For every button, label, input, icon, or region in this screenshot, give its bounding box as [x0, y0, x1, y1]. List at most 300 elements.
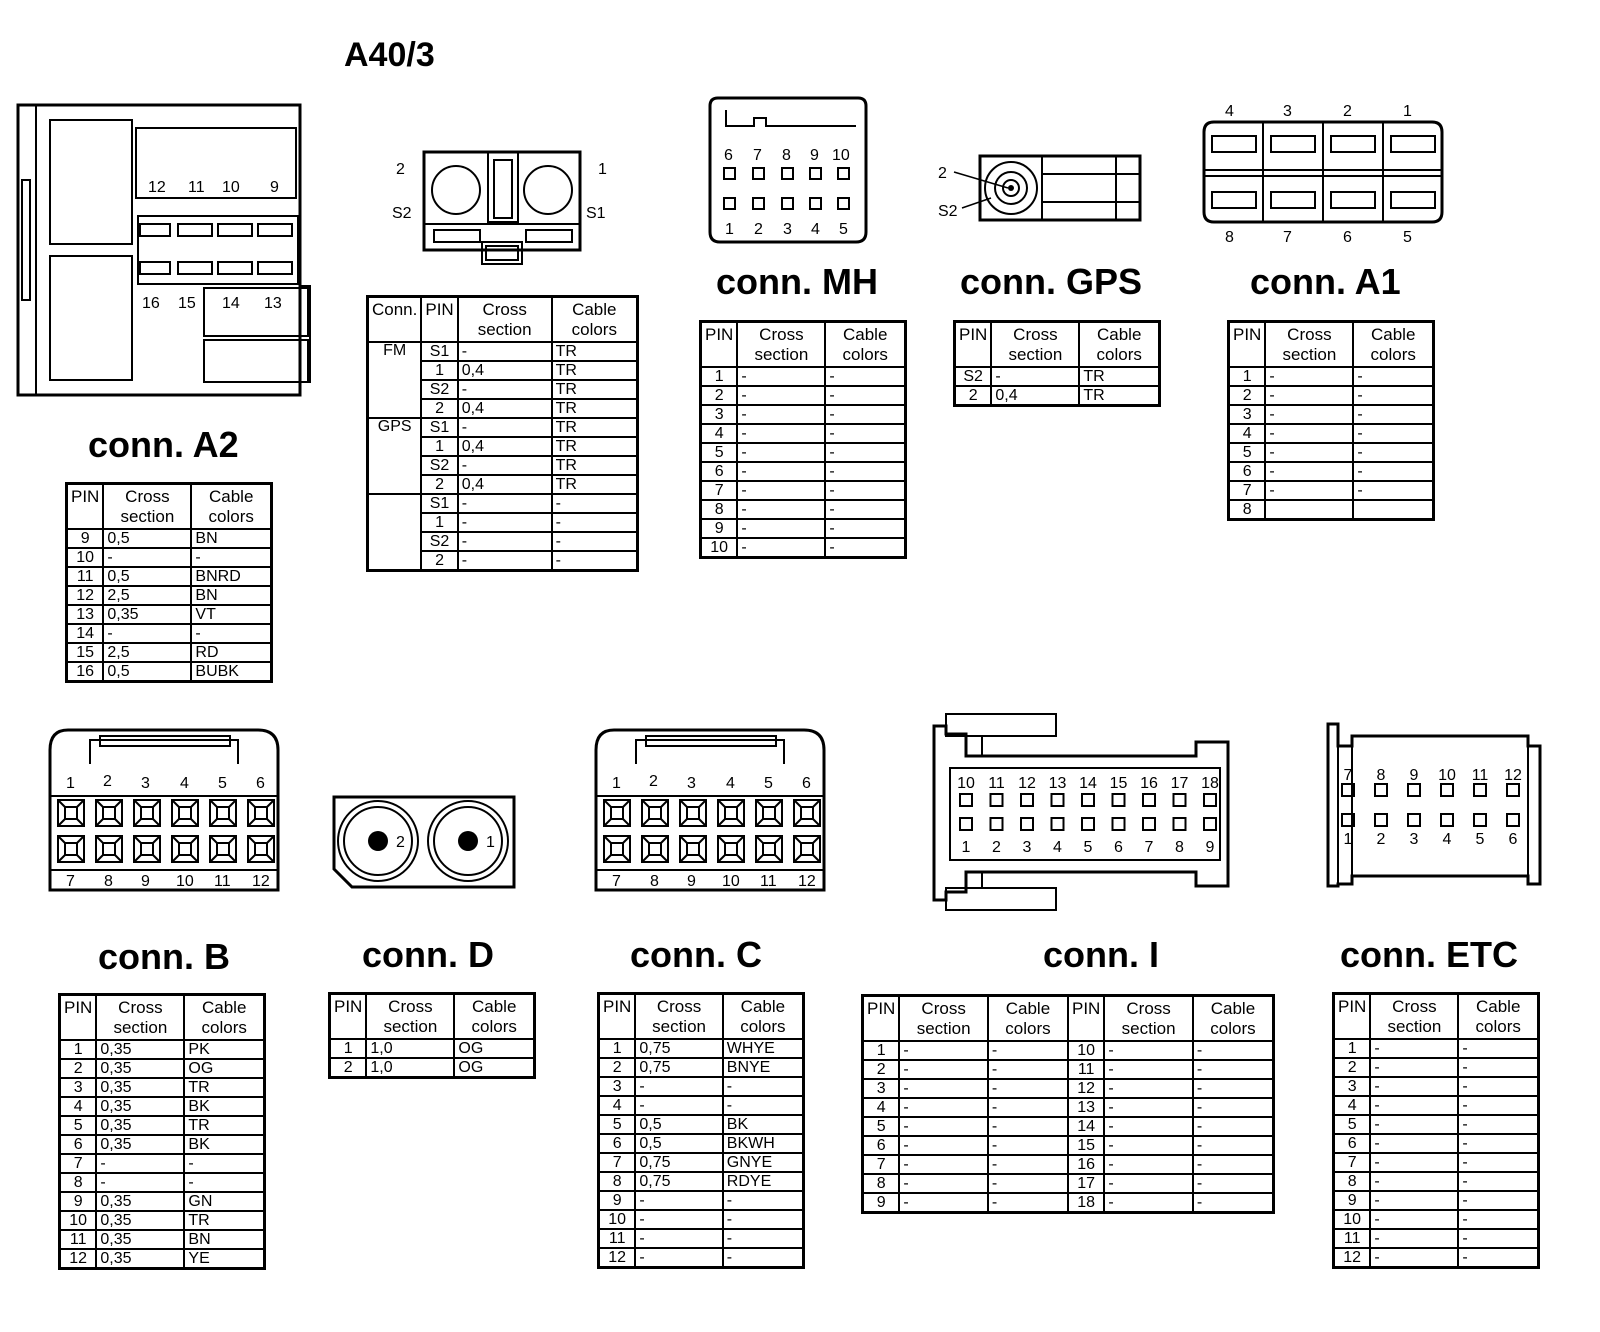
cable-color-cell: - [988, 1117, 1068, 1136]
cable-color-cell: TR [552, 399, 638, 418]
cable-color-cell: WHYE [723, 1039, 804, 1058]
conn-antenna-rows [368, 342, 638, 571]
pin-socket [960, 818, 972, 830]
col-pin: PIN [599, 994, 636, 1040]
pin-label: 9 [1205, 839, 1215, 856]
pin-bevel [134, 800, 141, 807]
conn-b-title: conn. B [98, 936, 230, 977]
pin-bevel [699, 855, 706, 862]
cable-color-cell: - [1458, 1077, 1538, 1096]
pin-cell: 6 [701, 462, 738, 481]
cable-color-cell: - [1353, 405, 1433, 424]
mh-pin-6: 6 [724, 147, 733, 164]
connector-c-drawing [594, 728, 829, 896]
pin-contact [649, 807, 661, 819]
pin-bevel [737, 819, 744, 826]
col-pin: PIN [67, 484, 104, 530]
cable-color-cell: TR [1079, 367, 1159, 386]
cross-section-cell: - [1104, 1117, 1193, 1136]
cross-section-cell: - [458, 342, 552, 361]
cable-color-cell: - [1193, 1136, 1274, 1155]
conn-mh-title: conn. MH [716, 261, 878, 302]
col-cross: Cross section [458, 297, 552, 343]
pin-bevel [604, 800, 611, 807]
pin-bevel [153, 800, 160, 807]
pin-bevel [642, 819, 649, 826]
pin-cell: 7 [60, 1154, 97, 1173]
a1-pin-6: 6 [1343, 229, 1352, 246]
connector-a2-drawing [16, 100, 316, 400]
table-row [863, 1136, 1274, 1155]
pin-bevel [267, 855, 274, 862]
table-row [1334, 1039, 1539, 1058]
table-row [599, 1096, 804, 1115]
cross-section-cell: 0,35 [96, 1078, 184, 1097]
conn-d-rows [330, 1039, 535, 1078]
pin-label: 16 [1140, 775, 1158, 792]
pin-bevel [756, 800, 763, 807]
pin-cell: 9 [863, 1193, 900, 1213]
pin-cell: 1 [421, 361, 457, 380]
b-pin-12: 12 [252, 873, 270, 890]
cable-color-cell: - [191, 624, 271, 643]
pin-socket [1113, 818, 1125, 830]
pin-cell: 12 [599, 1248, 636, 1268]
cross-section-cell: 0,35 [96, 1192, 184, 1211]
pin-cell: 14 [67, 624, 104, 643]
cable-color-cell: - [552, 494, 638, 513]
col-pin: PIN [330, 994, 367, 1040]
a2-pin-14: 14 [222, 295, 240, 312]
table-row [60, 1230, 265, 1249]
cross-section-cell: - [1265, 367, 1353, 386]
pin-bevel [813, 819, 820, 826]
table-row [67, 643, 272, 662]
pin-contact [255, 807, 267, 819]
pin-label: 14 [1079, 775, 1097, 792]
table-row [599, 1229, 804, 1248]
c-pin-11: 11 [760, 873, 777, 890]
cable-color-cell [1353, 500, 1433, 520]
pin-contact [687, 807, 699, 819]
col-cross: Cross section [103, 484, 191, 530]
pin-label: 7 [1144, 839, 1154, 856]
pin-bevel [756, 836, 763, 843]
pin-label: 7 [1343, 767, 1353, 784]
table-row [701, 424, 906, 443]
conn-c-table [597, 992, 805, 1269]
mh-pin-2: 2 [754, 221, 763, 238]
cable-color-cell: - [723, 1229, 804, 1248]
gps-label-2: 2 [938, 165, 947, 182]
conn-i-rows [863, 1041, 1274, 1213]
cross-section-cell: - [1370, 1191, 1458, 1210]
c-pin-12: 12 [798, 873, 816, 890]
table-row [955, 367, 1160, 386]
pin-socket [1474, 814, 1486, 826]
pin-contact [725, 807, 737, 819]
pin-cell: 8 [863, 1174, 900, 1193]
pin-bevel [96, 819, 103, 826]
cable-color-cell: - [1193, 1155, 1274, 1174]
table-row [701, 538, 906, 558]
cable-color-cell: GN [184, 1192, 264, 1211]
pin-cell: 10 [60, 1211, 97, 1230]
cable-color-cell: - [825, 405, 905, 424]
a1-pin-7: 7 [1283, 229, 1292, 246]
pin-cell: 11 [67, 567, 104, 586]
col-cross: Cross section [1265, 322, 1353, 368]
pin-bevel [210, 800, 217, 807]
conn-d-table [328, 992, 536, 1079]
pin-cell: 9 [1334, 1191, 1371, 1210]
pin-bevel [96, 855, 103, 862]
pin-contact [611, 807, 623, 819]
c-pin-4: 4 [726, 775, 735, 792]
cross-section-cell: 0,35 [96, 1097, 184, 1116]
cross-section-cell: - [1370, 1077, 1458, 1096]
b-pin-8: 8 [104, 873, 113, 890]
mh-pin-3: 3 [783, 221, 792, 238]
table-row [60, 1040, 265, 1059]
cross-section-cell: - [1265, 386, 1353, 405]
pin-bevel [248, 800, 255, 807]
cable-color-cell: - [988, 1155, 1068, 1174]
cross-section-cell: - [458, 551, 552, 571]
pin-cell: 11 [60, 1230, 97, 1249]
pin-cell: 1 [421, 513, 457, 532]
cross-section-cell: - [899, 1079, 988, 1098]
cable-color-cell: - [184, 1154, 264, 1173]
a2-pin-15: 15 [178, 295, 196, 312]
mh-pin-9: 9 [810, 147, 819, 164]
pin-bevel [58, 800, 65, 807]
cable-color-cell: - [825, 481, 905, 500]
pin-cell: 5 [599, 1115, 636, 1134]
pin-cell: 2 [60, 1059, 97, 1078]
c-pin-6: 6 [802, 775, 811, 792]
cross-section-cell: - [635, 1096, 722, 1115]
cable-color-cell: - [1193, 1174, 1274, 1193]
connector-d-drawing [332, 795, 517, 891]
pin-cell: 1 [701, 367, 738, 386]
a2-pin-12: 12 [148, 179, 166, 196]
pin-bevel [623, 800, 630, 807]
pin-bevel [96, 800, 103, 807]
b-top-labels [66, 773, 265, 792]
pin-bevel [737, 855, 744, 862]
pin-bevel [756, 855, 763, 862]
table-row [60, 1135, 265, 1154]
cable-color-cell: - [1193, 1041, 1274, 1060]
pin-socket [991, 794, 1003, 806]
pin-bevel [134, 819, 141, 826]
table-row [60, 1116, 265, 1135]
cross-section-cell: - [737, 386, 825, 405]
cable-color-cell: - [825, 424, 905, 443]
pin-bevel [134, 855, 141, 862]
cable-color-cell: - [1193, 1193, 1274, 1213]
pin-cell: 15 [1068, 1136, 1104, 1155]
pin-cell: 5 [701, 443, 738, 462]
cable-color-cell: BN [184, 1230, 264, 1249]
pin-cell: 5 [863, 1117, 900, 1136]
pin-bevel [756, 819, 763, 826]
cross-section-cell: - [899, 1117, 988, 1136]
cross-section-cell: - [737, 519, 825, 538]
gps-label-s2: S2 [938, 203, 958, 220]
col-pin-2: PIN [1068, 996, 1104, 1042]
connector-mh-drawing [708, 96, 868, 246]
cross-section-cell: - [1370, 1153, 1458, 1172]
c-pin-3: 3 [687, 775, 696, 792]
pin-label: 1 [1343, 831, 1353, 848]
cross-section-cell: - [1370, 1134, 1458, 1153]
pin-cell: 12 [1334, 1248, 1371, 1268]
table-row [599, 1191, 804, 1210]
cross-section-cell: - [458, 456, 552, 475]
cross-section-cell: - [1370, 1248, 1458, 1268]
pin-bevel [775, 836, 782, 843]
conn-a2-rows [67, 529, 272, 682]
table-row [863, 1060, 1274, 1079]
cross-section-cell: - [1104, 1098, 1193, 1117]
cable-color-cell: - [723, 1248, 804, 1268]
conn-a2-title: conn. A2 [88, 424, 239, 465]
table-row [60, 1173, 265, 1192]
c-pin-8: 8 [650, 873, 659, 890]
cable-color-cell: TR [1079, 386, 1159, 406]
pin-cell: 1 [330, 1039, 367, 1058]
pin-bevel [248, 819, 255, 826]
conn-gps-title: conn. GPS [960, 261, 1143, 302]
pin-label: 6 [1508, 831, 1518, 848]
pin-bevel [267, 800, 274, 807]
pin-cell: 4 [599, 1096, 636, 1115]
pin-cell: 6 [1229, 462, 1266, 481]
cross-section-cell: - [1265, 481, 1353, 500]
pin-label: 8 [1175, 839, 1184, 856]
cable-color-cell: TR [184, 1078, 264, 1097]
table-row [1334, 1210, 1539, 1229]
cross-section-cell: 0,5 [103, 529, 191, 548]
cross-section-cell: 2,5 [103, 643, 191, 662]
pin-bevel [172, 855, 179, 862]
col-color: Cable colors [1353, 322, 1433, 368]
table-row [1229, 481, 1434, 500]
pin-cell: 11 [1334, 1229, 1371, 1248]
cable-color-cell: - [988, 1041, 1068, 1060]
pin-cell: 13 [67, 605, 104, 624]
cable-color-cell: - [1193, 1098, 1274, 1117]
conn-group-cell: GPS [368, 418, 422, 494]
cable-color-cell: - [825, 519, 905, 538]
cross-section-cell: - [1370, 1115, 1458, 1134]
pin-label: 11 [1471, 767, 1489, 784]
table-row [701, 500, 906, 519]
b-pin-5: 5 [218, 775, 227, 792]
a1-pin-4: 4 [1225, 103, 1234, 120]
pin-bevel [267, 819, 274, 826]
pin-bevel [604, 855, 611, 862]
table-row [599, 1153, 804, 1172]
cable-color-cell: - [825, 500, 905, 519]
table-row [60, 1211, 265, 1230]
a1-pin-5: 5 [1403, 229, 1412, 246]
cross-section-cell: - [635, 1210, 722, 1229]
table-row [67, 567, 272, 586]
pin-label: 5 [1475, 831, 1485, 848]
pin-contact [763, 843, 775, 855]
a1-pin-2: 2 [1343, 103, 1352, 120]
pin-cell: 1 [863, 1041, 900, 1060]
cross-section-cell: - [899, 1098, 988, 1117]
col-pin: PIN [863, 996, 900, 1042]
pin-bevel [115, 836, 122, 843]
cable-color-cell: - [723, 1191, 804, 1210]
cross-section-cell: - [1265, 424, 1353, 443]
pin-bevel [58, 836, 65, 843]
pin-cell: 4 [701, 424, 738, 443]
pin-bevel [699, 819, 706, 826]
pin-label: 12 [1504, 767, 1522, 784]
pin-bevel [794, 800, 801, 807]
pin-socket [1052, 794, 1064, 806]
col-color: Cable colors [825, 322, 905, 368]
table-row [701, 462, 906, 481]
col-cross: Cross section [96, 995, 184, 1041]
pin-bevel [642, 800, 649, 807]
cable-color-cell: TR [552, 437, 638, 456]
pin-bevel [191, 819, 198, 826]
cross-section-cell: 1,0 [366, 1039, 454, 1058]
a2-pin-10: 10 [222, 179, 240, 196]
table-row [863, 1098, 1274, 1117]
table-row [599, 1115, 804, 1134]
connector-b-drawing [48, 728, 283, 896]
cross-section-cell: - [1104, 1193, 1193, 1213]
pin-bevel [191, 800, 198, 807]
cable-color-cell: - [1458, 1058, 1538, 1077]
cable-color-cell: - [1458, 1115, 1538, 1134]
cross-section-cell: 0,35 [96, 1040, 184, 1059]
table-row [599, 1248, 804, 1268]
cross-section-cell: - [899, 1155, 988, 1174]
table-row [1229, 500, 1434, 520]
pin-cell: 16 [1068, 1155, 1104, 1174]
pin-label: 1 [961, 839, 971, 856]
cross-section-cell: 0,4 [458, 361, 552, 380]
cable-color-cell: BN [191, 586, 271, 605]
pin-cell: 1 [1334, 1039, 1371, 1058]
c-pin-10: 10 [722, 873, 740, 890]
cross-section-cell: - [991, 367, 1079, 386]
pin-cell: 10 [599, 1210, 636, 1229]
table-row [60, 1154, 265, 1173]
cross-section-cell: 0,35 [96, 1116, 184, 1135]
table-row [701, 367, 906, 386]
pin-bevel [680, 855, 687, 862]
col-color: Cable colors [191, 484, 271, 530]
cable-color-cell: RDYE [723, 1172, 804, 1191]
table-row [1334, 1172, 1539, 1191]
table-row [599, 1058, 804, 1077]
pin-cell: 2 [701, 386, 738, 405]
table-row [863, 1041, 1274, 1060]
table-row [701, 481, 906, 500]
col-pin: PIN [60, 995, 97, 1041]
pin-label: 8 [1376, 767, 1386, 784]
cable-color-cell: - [988, 1079, 1068, 1098]
ant-label-2: 2 [396, 161, 405, 178]
pin-cell: 3 [1229, 405, 1266, 424]
table-row [60, 1249, 265, 1269]
cable-color-cell: TR [552, 342, 638, 361]
cable-color-cell: - [825, 386, 905, 405]
table-row [67, 548, 272, 567]
pin-cell: 5 [1229, 443, 1266, 462]
cross-section-cell: - [737, 462, 825, 481]
cross-section-cell: - [1265, 405, 1353, 424]
pin-cell: 4 [1334, 1096, 1371, 1115]
pin-cell: 12 [60, 1249, 97, 1269]
cable-color-cell: - [988, 1136, 1068, 1155]
cable-color-cell: BNRD [191, 567, 271, 586]
table-row [67, 662, 272, 682]
conn-i-title: conn. I [1043, 934, 1159, 975]
conn-mh-table [699, 320, 907, 559]
cable-color-cell: - [184, 1173, 264, 1192]
cross-section-cell: - [1370, 1096, 1458, 1115]
cable-color-cell: - [1458, 1172, 1538, 1191]
pin-cell: 6 [599, 1134, 636, 1153]
pin-bevel [153, 836, 160, 843]
conn-a1-table [1227, 320, 1435, 521]
cable-color-cell: - [723, 1210, 804, 1229]
pin-contact [103, 807, 115, 819]
pin-cell: 10 [1334, 1210, 1371, 1229]
col-conn: Conn. [368, 297, 422, 343]
pin-bevel [775, 819, 782, 826]
pin-cell: 1 [60, 1040, 97, 1059]
pin-label: 6 [1114, 839, 1123, 856]
conn-b-table [58, 993, 266, 1270]
cross-section-cell: - [899, 1136, 988, 1155]
table-row [701, 443, 906, 462]
pin-socket [1507, 814, 1519, 826]
b-pin-11: 11 [214, 873, 231, 890]
cross-section-cell: - [635, 1248, 722, 1268]
pin-cell: 17 [1068, 1174, 1104, 1193]
cross-section-cell: - [1104, 1155, 1193, 1174]
cross-section-cell: 0,75 [635, 1153, 722, 1172]
table-row [1334, 1191, 1539, 1210]
pin-bevel [58, 819, 65, 826]
a1-pin-8: 8 [1225, 229, 1234, 246]
pin-label: 10 [1438, 767, 1456, 784]
pin-bevel [191, 855, 198, 862]
pin-contact [687, 843, 699, 855]
cross-section-cell: 0,35 [96, 1059, 184, 1078]
cross-section-cell: - [635, 1191, 722, 1210]
pin-bevel [661, 800, 668, 807]
table-row [701, 519, 906, 538]
cable-color-cell: OG [184, 1059, 264, 1078]
conn-c-rows [599, 1039, 804, 1268]
pin-bevel [77, 836, 84, 843]
pin-cell: 2 [421, 475, 457, 494]
pin-bevel [58, 855, 65, 862]
